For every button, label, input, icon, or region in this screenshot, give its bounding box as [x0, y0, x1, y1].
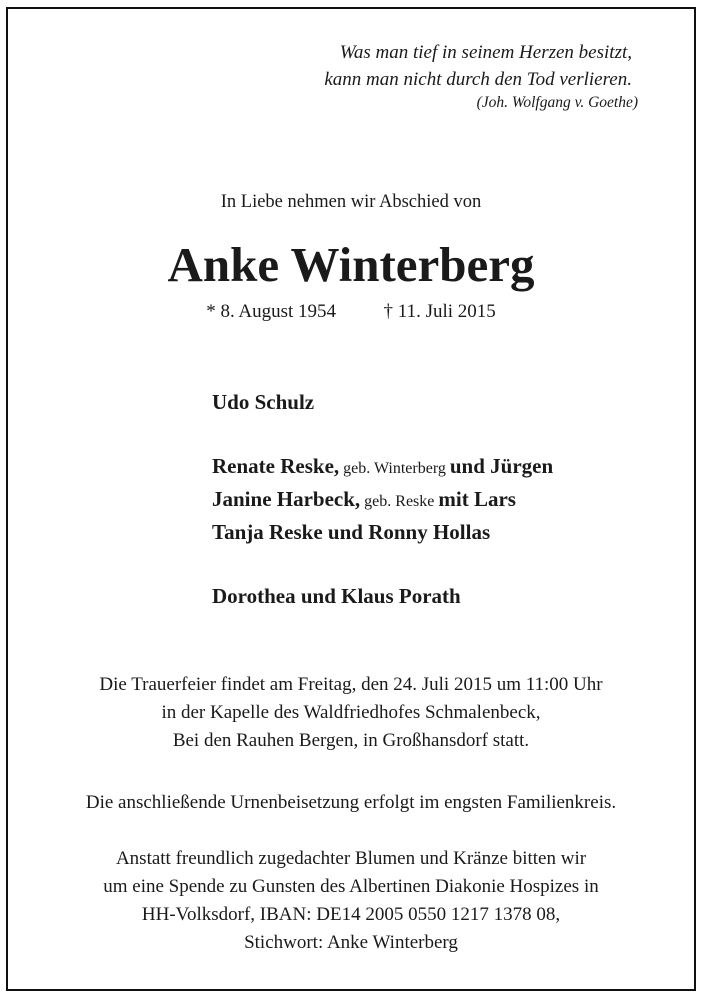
- mourner-dorothea: Dorothea und Klaus Porath: [212, 584, 461, 608]
- donation-line-4: Stichwort: Anke Winterberg: [244, 932, 458, 953]
- mourner-janine: [212, 484, 553, 517]
- mourner-janine-partner: mit Lars: [438, 487, 516, 511]
- mourner-renate-name: Renate Reske,: [212, 454, 340, 478]
- deceased-name: Anke Winterberg: [167, 237, 535, 292]
- birth-date: * 8. August 1954: [206, 301, 337, 322]
- mourner-renate: [212, 451, 553, 484]
- ceremony-line-1: Die Trauerfeier findet am Freitag, den 24. Juli 2015 um 11:00 Uhr: [99, 674, 603, 695]
- donation-line-3: HH-Volksdorf, IBAN: DE14 2005 0550 1217 1378 08,: [141, 904, 561, 925]
- ceremony-info: [8, 671, 694, 755]
- urn-line-1: Die anschließende Urnenbeisetzung erfolgt im engsten Familienkreis.: [85, 792, 617, 813]
- quote-line-2: kann man nicht durch den Tod verlieren.: [324, 69, 632, 90]
- donation-line-2: um eine Spende zu Gunsten des Albertinen Diakonie Hospizes in: [103, 876, 599, 897]
- donation-info: [8, 845, 694, 957]
- quote-line-1: Was man tief in seinem Herzen besitzt,: [339, 42, 632, 63]
- mourner-udo: Udo Schulz: [212, 390, 315, 414]
- ceremony-line-3: Bei den Rauhen Bergen, in Großhansdorf statt.: [172, 730, 530, 751]
- mourners-list: [212, 387, 553, 611]
- death-date: † 11. Juli 2015: [383, 301, 496, 322]
- mourner-janine-nee: geb. Reske: [360, 493, 439, 510]
- life-dates: [8, 301, 694, 323]
- donation-line-1: Anstatt freundlich zugedachter Blumen und Kränze bitten wir: [115, 848, 587, 869]
- obituary-notice: [6, 7, 696, 991]
- farewell-text: In Liebe nehmen wir Abschied von: [220, 192, 482, 212]
- mourner-janine-name: Janine Harbeck,: [212, 487, 361, 511]
- mourner-renate-nee: geb. Winterberg: [339, 460, 450, 477]
- ceremony-line-2: in der Kapelle des Waldfriedhofes Schmalenbeck,: [161, 702, 541, 723]
- quote-author: (Joh. Wolfgang v. Goethe): [476, 94, 638, 111]
- mourner-tanja: Tanja Reske und Ronny Hollas: [212, 520, 491, 544]
- mourner-renate-partner: und Jürgen: [449, 454, 554, 478]
- urn-burial-info: [8, 789, 694, 817]
- goethe-quote: [324, 39, 638, 113]
